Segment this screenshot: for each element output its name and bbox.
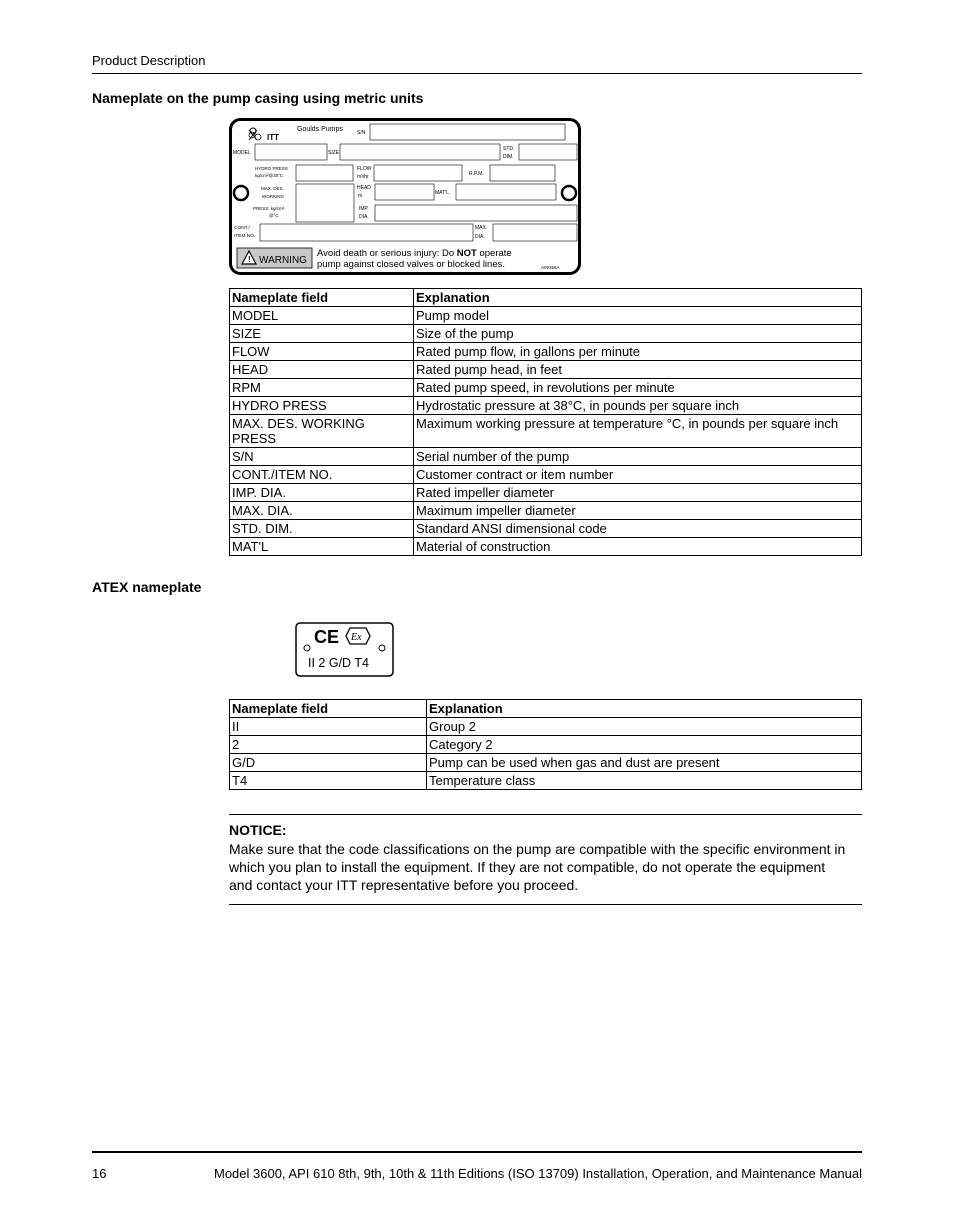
notice-top-rule xyxy=(229,814,862,815)
column-header: Explanation xyxy=(427,700,862,718)
explanation-cell: Temperature class xyxy=(427,772,862,790)
svg-text:WORKING: WORKING xyxy=(262,194,284,199)
table-row xyxy=(230,361,862,379)
svg-text:IMP.: IMP. xyxy=(359,206,369,212)
svg-text:R.P.M.: R.P.M. xyxy=(469,171,484,177)
explanation-cell: Customer contract or item number xyxy=(414,466,862,484)
table-row xyxy=(230,718,862,736)
svg-text:HYDRO PRESS: HYDRO PRESS xyxy=(255,166,288,171)
footer-rule xyxy=(92,1151,862,1153)
brand-text: Goulds Pumps xyxy=(297,126,343,133)
table-row xyxy=(230,736,862,754)
notice-title: NOTICE: xyxy=(229,822,287,838)
table-row xyxy=(230,397,862,415)
svg-text:DIM.: DIM. xyxy=(503,154,514,160)
explanation-cell: Pump can be used when gas and dust are present xyxy=(427,754,862,772)
table-row xyxy=(230,379,862,397)
mount-hole-left xyxy=(234,186,248,200)
table-header-row xyxy=(230,289,862,307)
explanation-cell: Maximum working pressure at temperature °C, in pounds per square inch xyxy=(414,415,862,448)
page-number: 16 xyxy=(92,1166,107,1181)
svg-text:S/N: S/N xyxy=(357,130,366,136)
svg-text:CONT./: CONT./ xyxy=(234,226,250,231)
mount-hole-right xyxy=(562,186,576,200)
table-row xyxy=(230,466,862,484)
explanation-cell: Size of the pump xyxy=(414,325,862,343)
nameplate-field-cell: II xyxy=(230,718,427,736)
warning-text-line2: pump against closed valves or blocked lines. xyxy=(317,259,505,270)
itt-logo-text: ITT xyxy=(267,133,279,142)
footer-title: Model 3600, API 610 8th, 9th, 10th & 11th Editions (ISO 13709) Installation, Operation, and Maintenance Manual xyxy=(213,1166,862,1181)
svg-text:MODEL: MODEL xyxy=(233,150,251,156)
section-title-atex-nameplate: ATEX nameplate xyxy=(92,579,202,595)
atex-nameplate-figure xyxy=(295,622,394,677)
nameplate-field-cell: CONT./ITEM NO. xyxy=(230,466,414,484)
svg-text:FLOW: FLOW xyxy=(357,166,372,172)
warning-text-line1: Avoid death or serious injury: Do NOT operate xyxy=(317,248,512,259)
table-row xyxy=(230,448,862,466)
column-header: Nameplate field xyxy=(230,700,427,718)
nameplate-field-cell: STD. DIM. xyxy=(230,520,414,538)
explanation-cell: Hydrostatic pressure at 38°C, in pounds per square inch xyxy=(414,397,862,415)
explanation-cell: Rated pump head, in feet xyxy=(414,361,862,379)
svg-text:DIA.: DIA. xyxy=(359,214,369,220)
svg-text:STD.: STD. xyxy=(503,146,515,152)
svg-text:kg/cm²@38°C: kg/cm²@38°C xyxy=(255,173,284,178)
notice-bottom-rule xyxy=(229,904,862,905)
mount-hole-right xyxy=(379,645,385,651)
nameplate-field-cell: FLOW xyxy=(230,343,414,361)
nameplate-field-cell: G/D xyxy=(230,754,427,772)
nameplate-field-cell: SIZE xyxy=(230,325,414,343)
nameplate-field-cell: MAX. DIA. xyxy=(230,502,414,520)
table-header-row xyxy=(230,700,862,718)
svg-text:m: m xyxy=(358,193,363,199)
svg-text:@°C: @°C xyxy=(269,213,279,218)
svg-text:HEAD: HEAD xyxy=(357,185,371,191)
running-header: Product Description xyxy=(92,53,206,68)
explanation-cell: Pump model xyxy=(414,307,862,325)
explanation-cell: Category 2 xyxy=(427,736,862,754)
column-header: Explanation xyxy=(414,289,862,307)
explanation-cell: Material of construction xyxy=(414,538,862,556)
nameplate-field-cell: RPM xyxy=(230,379,414,397)
explanation-cell: Serial number of the pump xyxy=(414,448,862,466)
table-row xyxy=(230,484,862,502)
table-row xyxy=(230,415,862,448)
svg-text:Ex: Ex xyxy=(351,632,362,643)
nameplate-field-cell: IMP. DIA. xyxy=(230,484,414,502)
svg-text:SIZE: SIZE xyxy=(328,150,340,156)
svg-text:WARNING: WARNING xyxy=(259,255,307,266)
explanation-cell: Standard ANSI dimensional code xyxy=(414,520,862,538)
atex-marking: II 2 G/D T4 xyxy=(308,656,369,670)
nameplate-field-cell: MODEL xyxy=(230,307,414,325)
ce-mark-icon: CE xyxy=(314,627,340,647)
table-row xyxy=(230,325,862,343)
svg-text:MAX.: MAX. xyxy=(475,225,488,231)
table-row xyxy=(230,772,862,790)
column-header: Nameplate field xyxy=(230,289,414,307)
table-row xyxy=(230,538,862,556)
svg-text:PRESS: kg/cm²: PRESS: kg/cm² xyxy=(253,206,285,211)
svg-text:DIA.: DIA. xyxy=(475,234,485,240)
table-row xyxy=(230,754,862,772)
svg-text:m³/hr: m³/hr xyxy=(357,174,369,180)
nameplate-field-cell: S/N xyxy=(230,448,414,466)
table-row xyxy=(230,520,862,538)
header-rule xyxy=(92,73,862,74)
nameplate-field-cell: 2 xyxy=(230,736,427,754)
nameplate-field-cell: MAT'L xyxy=(230,538,414,556)
notice-body: Make sure that the code classifications on the pump are compatible with the specific environment in which you plan to install the equipment. If they are not compatible, do not operate the equipment and contact your ITT representative before you proceed. xyxy=(229,841,846,893)
nameplate-field-cell: MAX. DES. WORKING PRESS xyxy=(230,415,414,448)
nameplate-field-cell: HYDRO PRESS xyxy=(230,397,414,415)
table-row xyxy=(230,502,862,520)
svg-text:ITEM NO.: ITEM NO. xyxy=(234,234,256,239)
table-row xyxy=(230,307,862,325)
figure-code: A09356A xyxy=(541,265,560,270)
warning-label xyxy=(237,248,312,268)
metric-nameplate-table xyxy=(229,288,862,556)
table-row xyxy=(230,343,862,361)
explanation-cell: Group 2 xyxy=(427,718,862,736)
nameplate-field-cell: HEAD xyxy=(230,361,414,379)
explanation-cell: Rated impeller diameter xyxy=(414,484,862,502)
svg-text:!: ! xyxy=(248,255,251,264)
explanation-cell: Rated pump flow, in gallons per minute xyxy=(414,343,862,361)
explanation-cell: Rated pump speed, in revolutions per minute xyxy=(414,379,862,397)
metric-nameplate-figure xyxy=(229,118,581,275)
mount-hole-left xyxy=(304,645,310,651)
atex-nameplate-table xyxy=(229,699,862,790)
explanation-cell: Maximum impeller diameter xyxy=(414,502,862,520)
section-title-metric-nameplate: Nameplate on the pump casing using metric units xyxy=(92,90,424,106)
nameplate-field-cell: T4 xyxy=(230,772,427,790)
svg-text:MAT'L.: MAT'L. xyxy=(435,190,451,196)
svg-text:MAX. DES.: MAX. DES. xyxy=(261,186,284,191)
